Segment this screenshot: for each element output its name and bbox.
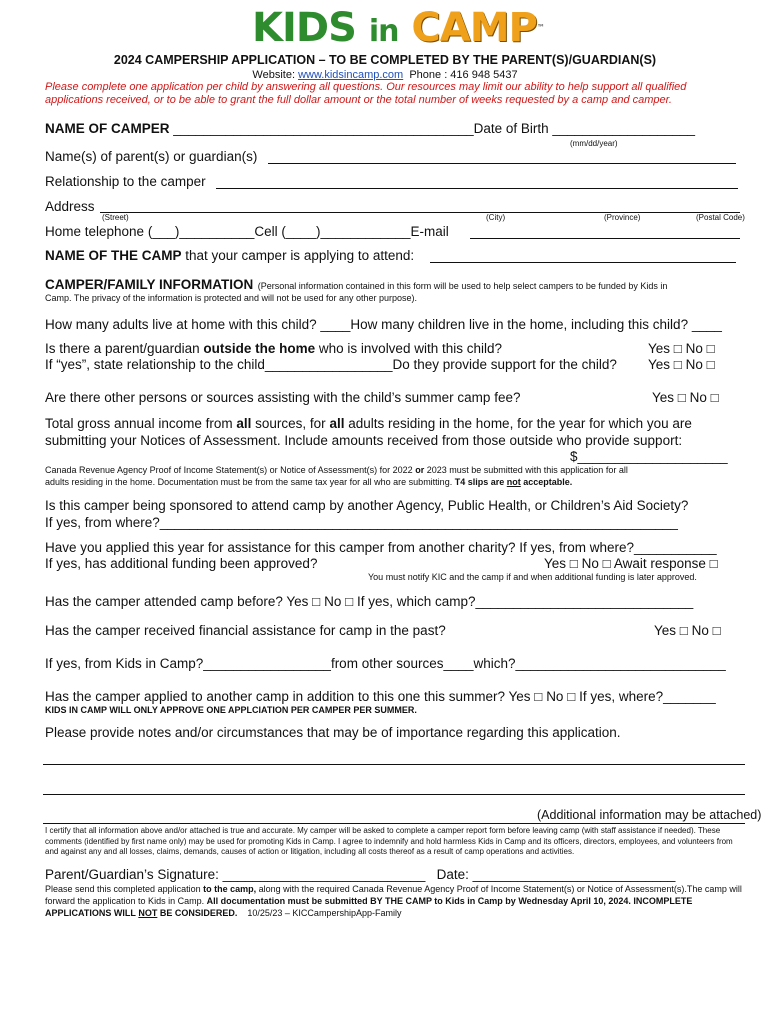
parent-outside-b: outside the home [203, 341, 316, 356]
logo-kids: KIDS [252, 5, 356, 51]
funding-options[interactable]: Yes □ No □ Await response □ [544, 556, 718, 571]
cra-text-2 [45, 477, 572, 487]
income-question-2: submitting your Notices of Assessment. Include amounts received from those outside who provide support: [45, 433, 683, 448]
address-field[interactable] [100, 212, 740, 213]
sponsored-question: Is this camper being sponsored to attend camp by another Agency, Public Health, or Children’s Aid Society? [45, 498, 689, 513]
camp-name-field[interactable] [430, 262, 736, 263]
income-question-1 [45, 416, 692, 431]
cra-not: not [506, 477, 521, 487]
dob-field[interactable]: ___________________ [552, 121, 696, 136]
camp-name-row [45, 248, 414, 263]
document-code: 10/25/23 – KICCampershipApp-Family [247, 908, 402, 918]
family-heading: CAMPER/FAMILY INFORMATION [45, 277, 254, 292]
from-kic-question[interactable]: If yes, from Kids in Camp?_________________from other sources____which?____________________________ [45, 656, 726, 671]
cra-t4b: acceptable. [523, 477, 573, 487]
adults-children-question[interactable]: How many adults live at home with this child? ____How many children live in the home, including this child? ____ [45, 317, 722, 332]
email-field[interactable] [470, 238, 740, 239]
attended-question[interactable]: Has the camper attended camp before? Yes □ No □ If yes, which camp?_____________________________ [45, 594, 694, 609]
parents-field[interactable] [268, 163, 736, 164]
other-persons-question: Are there other persons or sources assisting with the child’s summer camp fee? [45, 390, 521, 405]
support-yes-no[interactable]: Yes □ No □ [648, 357, 715, 372]
attached-note: (Additional information may be attached) [537, 808, 762, 822]
footer-send-g: BE CONSIDERED. [159, 908, 238, 918]
sponsored-where[interactable]: If yes, from where?_____________________________________________________________________ [45, 515, 678, 530]
financial-yes-no[interactable]: Yes □ No □ [654, 623, 721, 638]
name-of-camp-label: NAME OF THE CAMP [45, 248, 182, 263]
website-label: Website: [252, 69, 295, 81]
name-of-camper-row [45, 121, 695, 136]
contact-line [0, 69, 770, 81]
footer-send-b: to the camp, [203, 884, 257, 894]
date-field[interactable]: ___________________________ [472, 867, 676, 882]
family-heading-row [45, 276, 667, 294]
phone-cell-email-row[interactable]: Home telephone (___)__________Cell (____)____________E-mail [45, 224, 449, 239]
notes-line-1[interactable] [43, 764, 745, 765]
name-of-camper-field[interactable]: ________________________________________ [173, 121, 474, 136]
notice-text: Please complete one application per child by answering all questions. Our resources may limit our ability to help support all qualified applications received, or to be able to grant the full dollar amount or the total number of weeks requested by a camp and camper. [45, 81, 687, 106]
footer-instructions [45, 883, 745, 919]
cra-1: Canada Revenue Agency Proof of Income Statement(s) or Notice of Assessment(s) for 2022 [45, 465, 413, 475]
name-of-camper-label: NAME OF CAMPER [45, 121, 170, 136]
income-amount-field[interactable]: $____________________ [570, 449, 728, 464]
relationship-label: Relationship to the camper [45, 174, 206, 189]
notes-prompt: Please provide notes and/or circumstances that may be of importance regarding this application. [45, 725, 621, 740]
phone-number: Phone : 416 948 5437 [409, 69, 518, 81]
logo-tm: ™ [536, 23, 544, 32]
cra-or: or [415, 465, 425, 475]
certify-text: I certify that all information above and/or attached is true and accurate. My camper will be asked to complete a camper report form before leaving camp (with staff assistance if needed). These comments (identified by first name only) may be used for promoting Kids in Camp. I agree to indemnify and hold harmless Kids in Camp and its officers, directors, employees, and volunteers from and against any and all losses, claims, demands, causes of action or litigation, including all costs thereof as a result of camp operations and activities. [45, 826, 733, 856]
income-1b: sources, for [255, 416, 326, 431]
dob-hint: (mm/dd/year) [570, 139, 618, 148]
privacy-text-1: (Personal information contained in this form will be used to help select campers to be funded by Kids in [257, 281, 668, 291]
charity-question[interactable]: Have you applied this year for assistance for this camper from another charity? If yes, from where?___________ [45, 540, 717, 555]
another-camp-question[interactable]: Has the camper applied to another camp in addition to this one this summer? Yes □ No □ If yes, where?_______ [45, 689, 716, 704]
cra-t4a: T4 slips are [454, 477, 505, 487]
financial-question: Has the camper received financial assistance for camp in the past? [45, 623, 446, 638]
other-persons-yes-no[interactable]: Yes □ No □ [652, 390, 719, 405]
postal-hint: (Postal Code) [696, 213, 745, 222]
street-hint: (Street) [102, 213, 129, 222]
relationship-field[interactable] [216, 188, 738, 189]
logo-camp: CAMP [411, 5, 537, 51]
certify-divider [43, 823, 745, 824]
signature-field[interactable]: ___________________________ [222, 867, 426, 882]
cra-1b: 2023 must be submitted with this application for all [426, 465, 628, 475]
income-1a: Total gross annual income from [45, 416, 233, 431]
cra-2: adults residing in the home. Documentation must be from the same tax year for all who are submitting. [45, 477, 453, 487]
province-hint: (Province) [604, 213, 641, 222]
address-label: Address [45, 199, 95, 214]
income-all-1: all [236, 416, 252, 431]
privacy-text-2: Camp. The privacy of the information is protected and will not be used for any other purpose). [45, 293, 418, 303]
footer-send-a: Please send this completed application [45, 884, 201, 894]
logo-in: in [368, 14, 399, 49]
footer-not: NOT [138, 908, 158, 918]
signature-label: Parent/Guardian’s Signature: [45, 867, 219, 882]
dob-label: Date of Birth [473, 121, 549, 136]
relationship-support-question[interactable]: If “yes”, state relationship to the child_________________Do they provide support for the child? [45, 357, 617, 372]
form-title: 2024 CAMPERSHIP APPLICATION – TO BE COMPLETED BY THE PARENT(S)/GUARDIAN(S) [113, 53, 657, 67]
parent-outside-question [45, 341, 502, 356]
parent-outside-c: who is involved with this child? [318, 341, 502, 356]
notify-text: You must notify KIC and the camp if and when additional funding is later approved. [368, 572, 697, 582]
footer-send-e: All documentation must be submitted BY THE CAMP to Kids in Camp by [206, 896, 516, 906]
website-link[interactable]: www.kidsincamp.com [298, 69, 404, 81]
parent-outside-yes-no[interactable]: Yes □ No □ [648, 341, 715, 356]
signature-row [45, 867, 675, 882]
income-all-2: all [329, 416, 345, 431]
income-1c: adults residing in the home, for the year for which you are [348, 416, 692, 431]
notes-line-2[interactable] [43, 794, 745, 795]
footer-send-f: Wednesday April 10, 2024. INCOMPLETE APPLICATIONS WILL [45, 896, 693, 918]
funding-question: If yes, has additional funding been approved? [45, 556, 318, 571]
parents-label: Name(s) of parent(s) or guardian(s) [45, 149, 258, 164]
parent-outside-a: Is there a parent/guardian [45, 341, 200, 356]
name-of-camp-text: that your camper is applying to attend: [185, 248, 415, 263]
date-label: Date: [436, 867, 469, 882]
footer-send-c: along with the required Canada Revenue Agency Proof of Income Statement(s) or Notice of [258, 884, 623, 894]
one-app-notice: KIDS IN CAMP WILL ONLY APPROVE ONE APPLCIATION PER CAMPER PER SUMMER. [45, 705, 417, 715]
cra-text-1 [45, 465, 628, 475]
city-hint: (City) [486, 213, 506, 222]
footer-send-d: Assessment(s).The camp will forward the application to Kids in Camp. [45, 884, 742, 906]
kids-in-camp-logo [252, 6, 544, 54]
